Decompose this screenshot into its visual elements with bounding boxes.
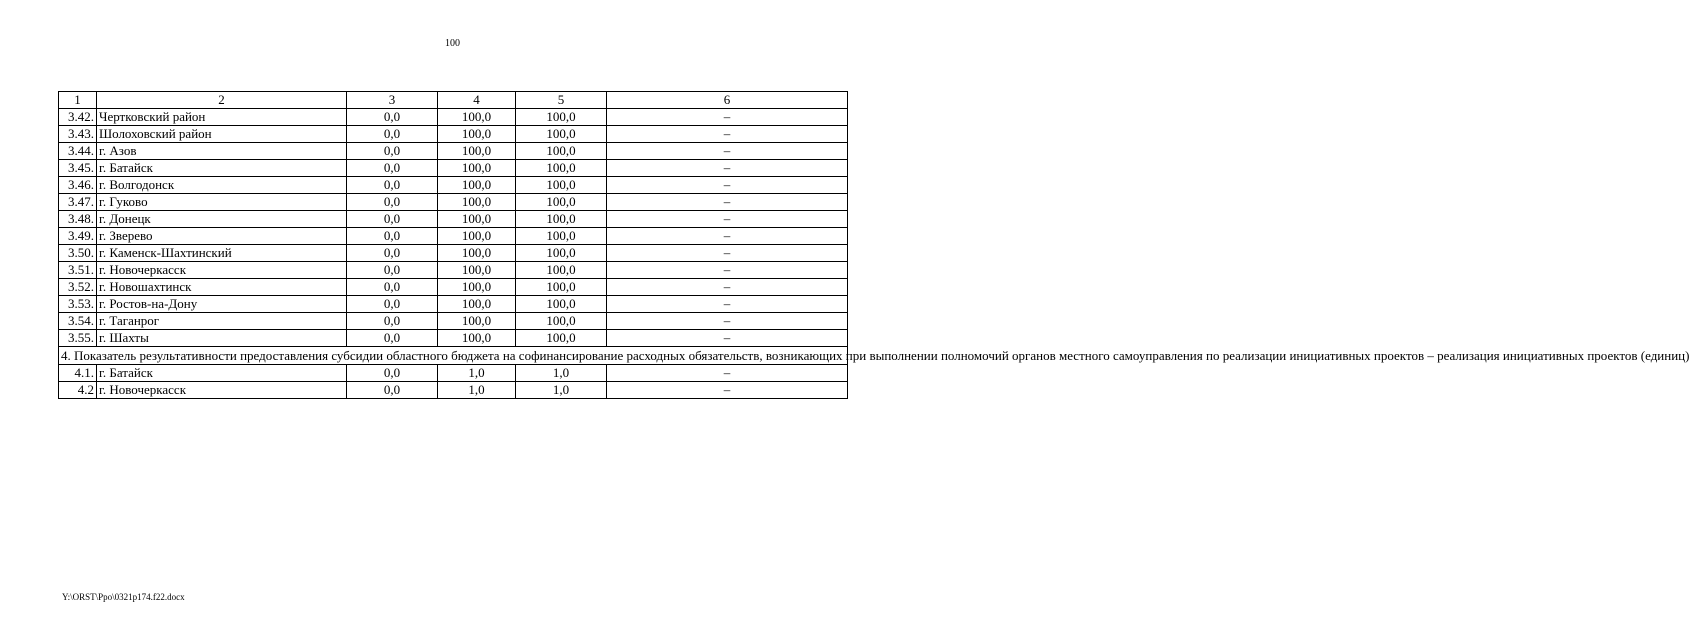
header-cell: 6 xyxy=(607,92,848,109)
table-row xyxy=(59,262,848,279)
value-col5: 100,0 xyxy=(516,228,607,245)
value-col6: – xyxy=(607,177,848,194)
row-number: 3.55. xyxy=(59,330,97,347)
table-row xyxy=(59,126,848,143)
header-row xyxy=(59,92,848,109)
row-number: 4.2 xyxy=(59,382,97,399)
value-col4: 100,0 xyxy=(438,143,516,160)
row-number: 3.45. xyxy=(59,160,97,177)
row-name: г. Таганрог xyxy=(97,313,347,330)
table-row xyxy=(59,330,848,347)
value-col3: 0,0 xyxy=(347,330,438,347)
row-name: г. Азов xyxy=(97,143,347,160)
row-name: г. Гуково xyxy=(97,194,347,211)
value-col5: 100,0 xyxy=(516,177,607,194)
footer-file-path: Y:\ORST\Ppo\0321p174.f22.docx xyxy=(62,592,185,602)
value-col5: 100,0 xyxy=(516,279,607,296)
value-col6: – xyxy=(607,279,848,296)
row-name: г. Новошахтинск xyxy=(97,279,347,296)
value-col6: – xyxy=(607,160,848,177)
row-number: 3.44. xyxy=(59,143,97,160)
table-row xyxy=(59,160,848,177)
value-col6: – xyxy=(607,211,848,228)
row-number: 3.51. xyxy=(59,262,97,279)
table-row xyxy=(59,143,848,160)
value-col4: 100,0 xyxy=(438,313,516,330)
value-col3: 0,0 xyxy=(347,177,438,194)
row-number: 3.48. xyxy=(59,211,97,228)
value-col6: – xyxy=(607,194,848,211)
table-row xyxy=(59,194,848,211)
value-col6: – xyxy=(607,143,848,160)
value-col4: 100,0 xyxy=(438,160,516,177)
value-col6: – xyxy=(607,245,848,262)
row-name: Шолоховский район xyxy=(97,126,347,143)
value-col5: 1,0 xyxy=(516,365,607,382)
header-cell: 5 xyxy=(516,92,607,109)
value-col4: 100,0 xyxy=(438,296,516,313)
value-col3: 0,0 xyxy=(347,160,438,177)
row-name: г. Каменск-Шахтинский xyxy=(97,245,347,262)
row-name: г. Донецк xyxy=(97,211,347,228)
data-table xyxy=(58,91,1689,399)
value-col5: 100,0 xyxy=(516,160,607,177)
table-row xyxy=(59,228,848,245)
value-col6: – xyxy=(607,365,848,382)
value-col5: 100,0 xyxy=(516,126,607,143)
value-col3: 0,0 xyxy=(347,365,438,382)
value-col3: 0,0 xyxy=(347,262,438,279)
table-row xyxy=(59,177,848,194)
value-col6: – xyxy=(607,126,848,143)
row-number: 3.47. xyxy=(59,194,97,211)
row-number: 3.54. xyxy=(59,313,97,330)
value-col4: 100,0 xyxy=(438,126,516,143)
value-col3: 0,0 xyxy=(347,313,438,330)
value-col5: 100,0 xyxy=(516,330,607,347)
row-name: г. Шахты xyxy=(97,330,347,347)
value-col4: 100,0 xyxy=(438,109,516,126)
value-col6: – xyxy=(607,228,848,245)
row-name: г. Ростов-на-Дону xyxy=(97,296,347,313)
row-number: 3.50. xyxy=(59,245,97,262)
value-col4: 100,0 xyxy=(438,177,516,194)
table-row xyxy=(59,211,848,228)
value-col3: 0,0 xyxy=(347,228,438,245)
value-col4: 100,0 xyxy=(438,194,516,211)
value-col3: 0,0 xyxy=(347,382,438,399)
section-heading-row xyxy=(59,347,848,365)
value-col3: 0,0 xyxy=(347,245,438,262)
value-col4: 100,0 xyxy=(438,245,516,262)
value-col5: 100,0 xyxy=(516,262,607,279)
value-col4: 100,0 xyxy=(438,228,516,245)
table-row xyxy=(59,279,848,296)
value-col4: 100,0 xyxy=(438,330,516,347)
value-col4: 100,0 xyxy=(438,211,516,228)
row-number: 3.46. xyxy=(59,177,97,194)
value-col4: 100,0 xyxy=(438,279,516,296)
table-row xyxy=(59,365,848,382)
value-col5: 100,0 xyxy=(516,296,607,313)
value-col6: – xyxy=(607,109,848,126)
table-row xyxy=(59,109,848,126)
value-col3: 0,0 xyxy=(347,211,438,228)
value-col5: 1,0 xyxy=(516,382,607,399)
value-col5: 100,0 xyxy=(516,109,607,126)
header-cell: 2 xyxy=(97,92,347,109)
value-col4: 1,0 xyxy=(438,382,516,399)
value-col5: 100,0 xyxy=(516,143,607,160)
value-col3: 0,0 xyxy=(347,296,438,313)
row-name: г. Волгодонск xyxy=(97,177,347,194)
row-number: 3.52. xyxy=(59,279,97,296)
table-row xyxy=(59,313,848,330)
value-col3: 0,0 xyxy=(347,109,438,126)
table-row xyxy=(59,296,848,313)
value-col6: – xyxy=(607,382,848,399)
value-col6: – xyxy=(607,262,848,279)
header-cell: 1 xyxy=(59,92,97,109)
value-col5: 100,0 xyxy=(516,211,607,228)
row-name: г. Новочеркасск xyxy=(97,262,347,279)
page-number: 100 xyxy=(445,38,460,49)
section-4-title: 4. Показатель результативности предоставления субсидии областного бюджета на софинансирование расходных обязательств, возникающих при выполнении полномочий органов местного самоуправления по реализации инициативных проектов – реализация инициативных проектов (единиц) xyxy=(59,347,848,365)
value-col3: 0,0 xyxy=(347,194,438,211)
value-col3: 0,0 xyxy=(347,279,438,296)
value-col5: 100,0 xyxy=(516,313,607,330)
header-cell: 4 xyxy=(438,92,516,109)
value-col6: – xyxy=(607,296,848,313)
value-col4: 1,0 xyxy=(438,365,516,382)
value-col3: 0,0 xyxy=(347,126,438,143)
value-col6: – xyxy=(607,313,848,330)
value-col6: – xyxy=(607,330,848,347)
row-name: г. Новочеркасск xyxy=(97,382,347,399)
row-name: г. Батайск xyxy=(97,160,347,177)
row-name: Чертковский район xyxy=(97,109,347,126)
table-row xyxy=(59,382,848,399)
table-row xyxy=(59,245,848,262)
row-name: г. Батайск xyxy=(97,365,347,382)
row-number: 3.42. xyxy=(59,109,97,126)
row-name: г. Зверево xyxy=(97,228,347,245)
row-number: 3.53. xyxy=(59,296,97,313)
value-col4: 100,0 xyxy=(438,262,516,279)
row-number: 3.43. xyxy=(59,126,97,143)
value-col3: 0,0 xyxy=(347,143,438,160)
value-col5: 100,0 xyxy=(516,194,607,211)
header-cell: 3 xyxy=(347,92,438,109)
value-col5: 100,0 xyxy=(516,245,607,262)
row-number: 3.49. xyxy=(59,228,97,245)
row-number: 4.1. xyxy=(59,365,97,382)
